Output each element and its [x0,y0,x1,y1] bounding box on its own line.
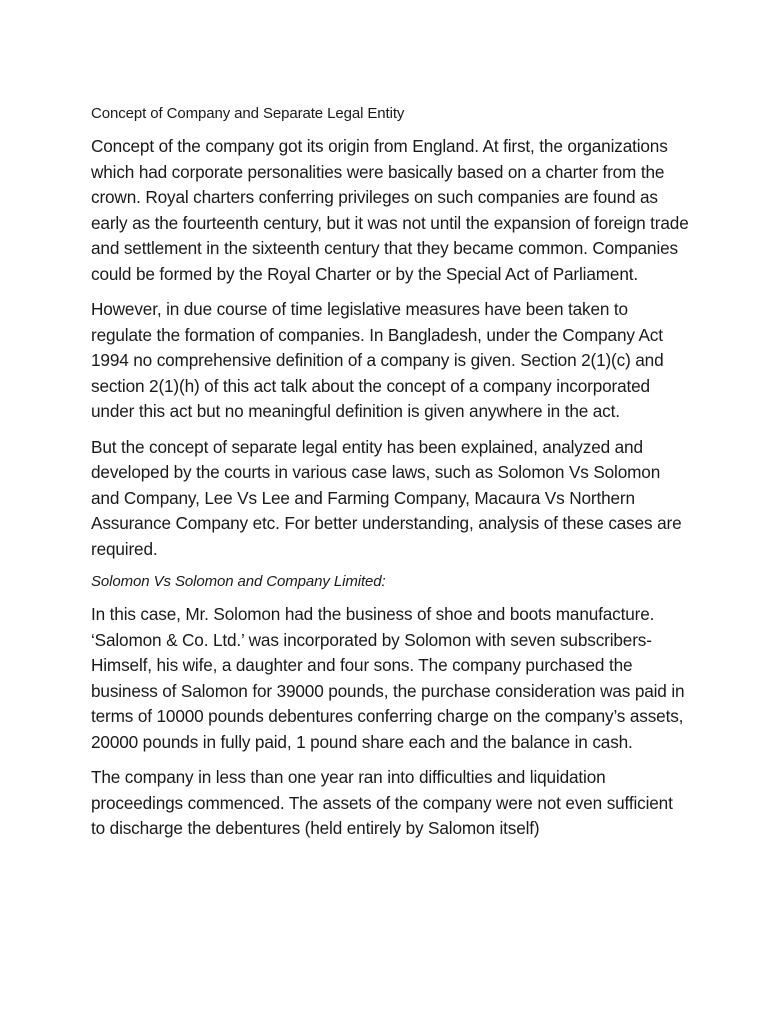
paragraph-origin: Concept of the company got its origin from England. At first, the organizations which had corporate personalities were basically based on a charter from the crown. Royal charters conferring privileges on such companies are found as early as the fourteenth century, but it was not until the expansion of foreign trade and settlement in the sixteenth century that they became common. Companies could be formed by the Royal Charter or by the Special Act of Parliament. [91,136,689,284]
case-subheading: Solomon Vs Solomon and Company Limited: [91,573,386,590]
paragraph-legislation: However, in due course of time legislative measures have been taken to regulate the formation of companies. In Bangladesh, under the Company Act 1994 no comprehensive definition of a company is given. Section 2(1)(c) and section 2(1)(h) of this act talk about the concept of a company incorporated under this act but no meaningful definition is given anywhere in the act. [91,299,664,421]
paragraph-case-laws: But the concept of separate legal entity has been explained, analyzed and developed by the courts in various case laws, such as Solomon Vs Solomon and Company, Lee Vs Lee and Farming Company, Macaura Vs Northern Assurance Company etc. For better understanding, analysis of these cases are required. [91,436,682,559]
document-heading: Concept of Company and Separate Legal Entity [91,105,405,122]
paragraph-liquidation: The company in less than one year ran into difficulties and liquidation proceedings commenced. The assets of the company were not even sufficient to discharge the debentures (held entirely by Salomon itself) [91,767,673,838]
paragraph-case-facts: In this case, Mr. Solomon had the business of shoe and boots manufacture. ‘Salomon & Co. Ltd.’ was incorporated by Solomon with seven subscribers-Himself, his wife, a daughter and four sons. The company purchased the business of Salomon for 39000 pounds, the purchase consideration was paid in terms of 10000 pounds debentures conferring charge on the company’s assets, 20000 pounds in fully paid, 1 pound share each and the balance in cash. [91,604,685,752]
document-page [91,104,691,852]
